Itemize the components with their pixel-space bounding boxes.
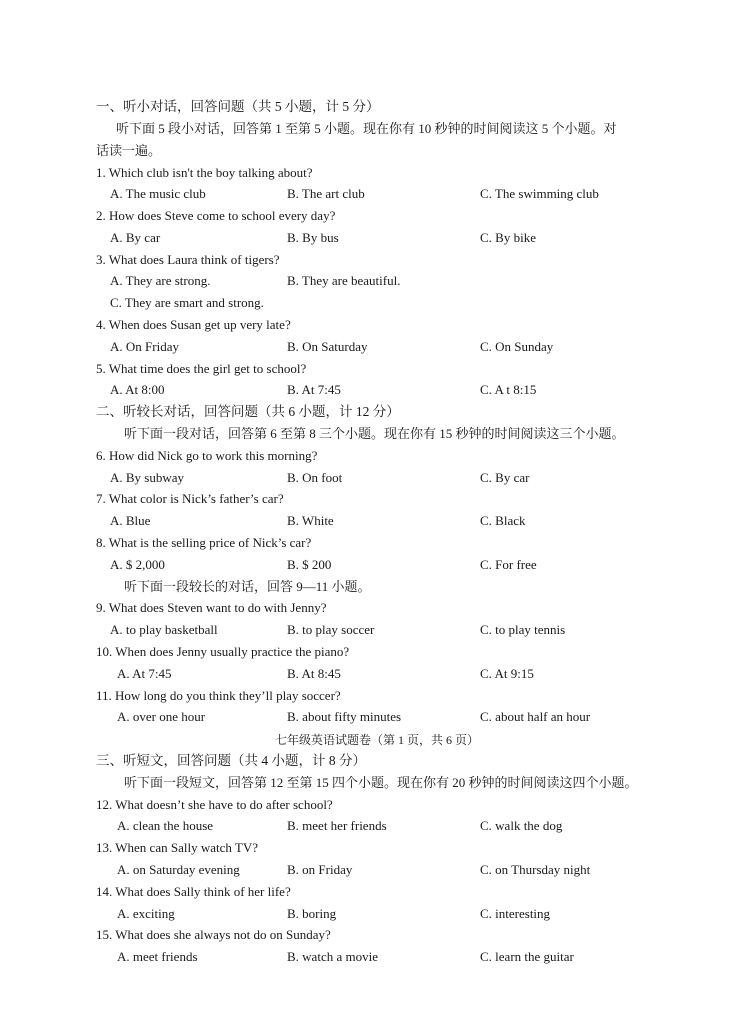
section-3-instruction: 听下面一段短文，回答第 12 至第 15 四个小题。现在你有 20 秒钟的时间阅读这四个小题。	[124, 775, 638, 790]
option-7-c: C. Black	[480, 513, 526, 528]
section-1-heading: 一、听小对话，回答问题（共 5 小题，计 5 分）	[96, 99, 380, 114]
option-2-b: B. By bus	[287, 230, 339, 245]
option-9-a: A. to play basketball	[110, 622, 218, 637]
question-11: 11. How long do you think they’ll play soccer?	[96, 688, 341, 703]
option-3-c: C. They are smart and strong.	[110, 295, 264, 310]
option-4-b: B. On Saturday	[287, 339, 368, 354]
question-10: 10. When does Jenny usually practice the piano?	[96, 644, 350, 659]
option-8-a: A. $ 2,000	[110, 557, 165, 572]
option-10-a: A. At 7:45	[117, 666, 172, 681]
section-1-instruction: 听下面 5 段小对话，回答第 1 至第 5 小题。现在你有 10 秒钟的时间阅读这 5 个小题。对	[116, 121, 617, 136]
option-15-b: B. watch a movie	[287, 949, 378, 964]
question-8: 8. What is the selling price of Nick’s car?	[96, 535, 312, 550]
option-8-c: C. For free	[480, 557, 537, 572]
option-12-b: B. meet her friends	[287, 818, 387, 833]
option-13-c: C. on Thursday night	[480, 862, 591, 877]
option-7-b: B. White	[287, 513, 334, 528]
option-1-c: C. The swimming club	[480, 186, 599, 201]
option-10-b: B. At 8:45	[287, 666, 341, 681]
question-5: 5. What time does the girl get to school?	[96, 361, 307, 376]
option-3-b: B. They are beautiful.	[287, 273, 401, 288]
option-6-a: A. By subway	[110, 470, 185, 485]
section-2-instruction-1: 听下面一段对话，回答第 6 至第 8 三个小题。现在你有 15 秒钟的时间阅读这三个小题。	[124, 426, 625, 441]
option-3-a: A. They are strong.	[110, 273, 211, 288]
option-7-a: A. Blue	[110, 513, 151, 528]
question-3: 3. What does Laura think of tigers?	[96, 252, 280, 267]
option-9-c: C. to play tennis	[480, 622, 566, 637]
option-6-c: C. By car	[480, 470, 530, 485]
option-6-b: B. On foot	[287, 470, 343, 485]
question-6: 6. How did Nick go to work this morning?	[96, 448, 318, 463]
option-14-c: C. interesting	[480, 906, 551, 921]
page-footer: 七年级英语试题卷（第 1 页，共 6 页）	[275, 733, 480, 747]
option-12-c: C. walk the dog	[480, 818, 563, 833]
option-12-a: A. clean the house	[117, 818, 214, 833]
question-4: 4. When does Susan get up very late?	[96, 317, 291, 332]
section-1-instruction-cont: 话读一遍。	[96, 143, 162, 158]
option-4-a: A. On Friday	[110, 339, 179, 354]
question-7: 7. What color is Nick’s father’s car?	[96, 491, 284, 506]
option-5-a: A. At 8:00	[110, 382, 165, 397]
option-11-c: C. about half an hour	[480, 709, 591, 724]
question-13: 13. When can Sally watch TV?	[96, 840, 258, 855]
section-2-heading: 二、听较长对话，回答问题（共 6 小题，计 12 分）	[96, 404, 400, 419]
option-5-b: B. At 7:45	[287, 382, 341, 397]
section-3-heading: 三、听短文，回答问题（共 4 小题，计 8 分）	[96, 753, 366, 768]
option-2-c: C. By bike	[480, 230, 536, 245]
question-15: 15. What does she always not do on Sunday?	[96, 927, 331, 942]
option-4-c: C. On Sunday	[480, 339, 554, 354]
option-14-b: B. boring	[287, 906, 337, 921]
question-1: 1. Which club isn't the boy talking about?	[96, 165, 313, 180]
option-10-c: C. At 9:15	[480, 666, 534, 681]
option-5-c: C. A t 8:15	[480, 382, 537, 397]
option-11-b: B. about fifty minutes	[287, 709, 402, 724]
option-15-c: C. learn the guitar	[480, 949, 574, 964]
option-14-a: A. exciting	[117, 906, 175, 921]
question-9: 9. What does Steven want to do with Jenny?	[96, 600, 327, 615]
option-13-a: A. on Saturday evening	[117, 862, 240, 877]
option-9-b: B. to play soccer	[287, 622, 375, 637]
option-1-a: A. The music club	[110, 186, 206, 201]
option-15-a: A. meet friends	[117, 949, 198, 964]
option-1-b: B. The art club	[287, 186, 365, 201]
option-11-a: A. over one hour	[117, 709, 206, 724]
question-14: 14. What does Sally think of her life?	[96, 884, 291, 899]
option-2-a: A. By car	[110, 230, 161, 245]
question-12: 12. What doesn’t she have to do after school?	[96, 797, 333, 812]
section-2-instruction-2: 听下面一段较长的对话，回答 9—11 小题。	[124, 579, 371, 594]
question-2: 2. How does Steve come to school every day?	[96, 208, 336, 223]
option-13-b: B. on Friday	[287, 862, 353, 877]
option-8-b: B. $ 200	[287, 557, 332, 572]
